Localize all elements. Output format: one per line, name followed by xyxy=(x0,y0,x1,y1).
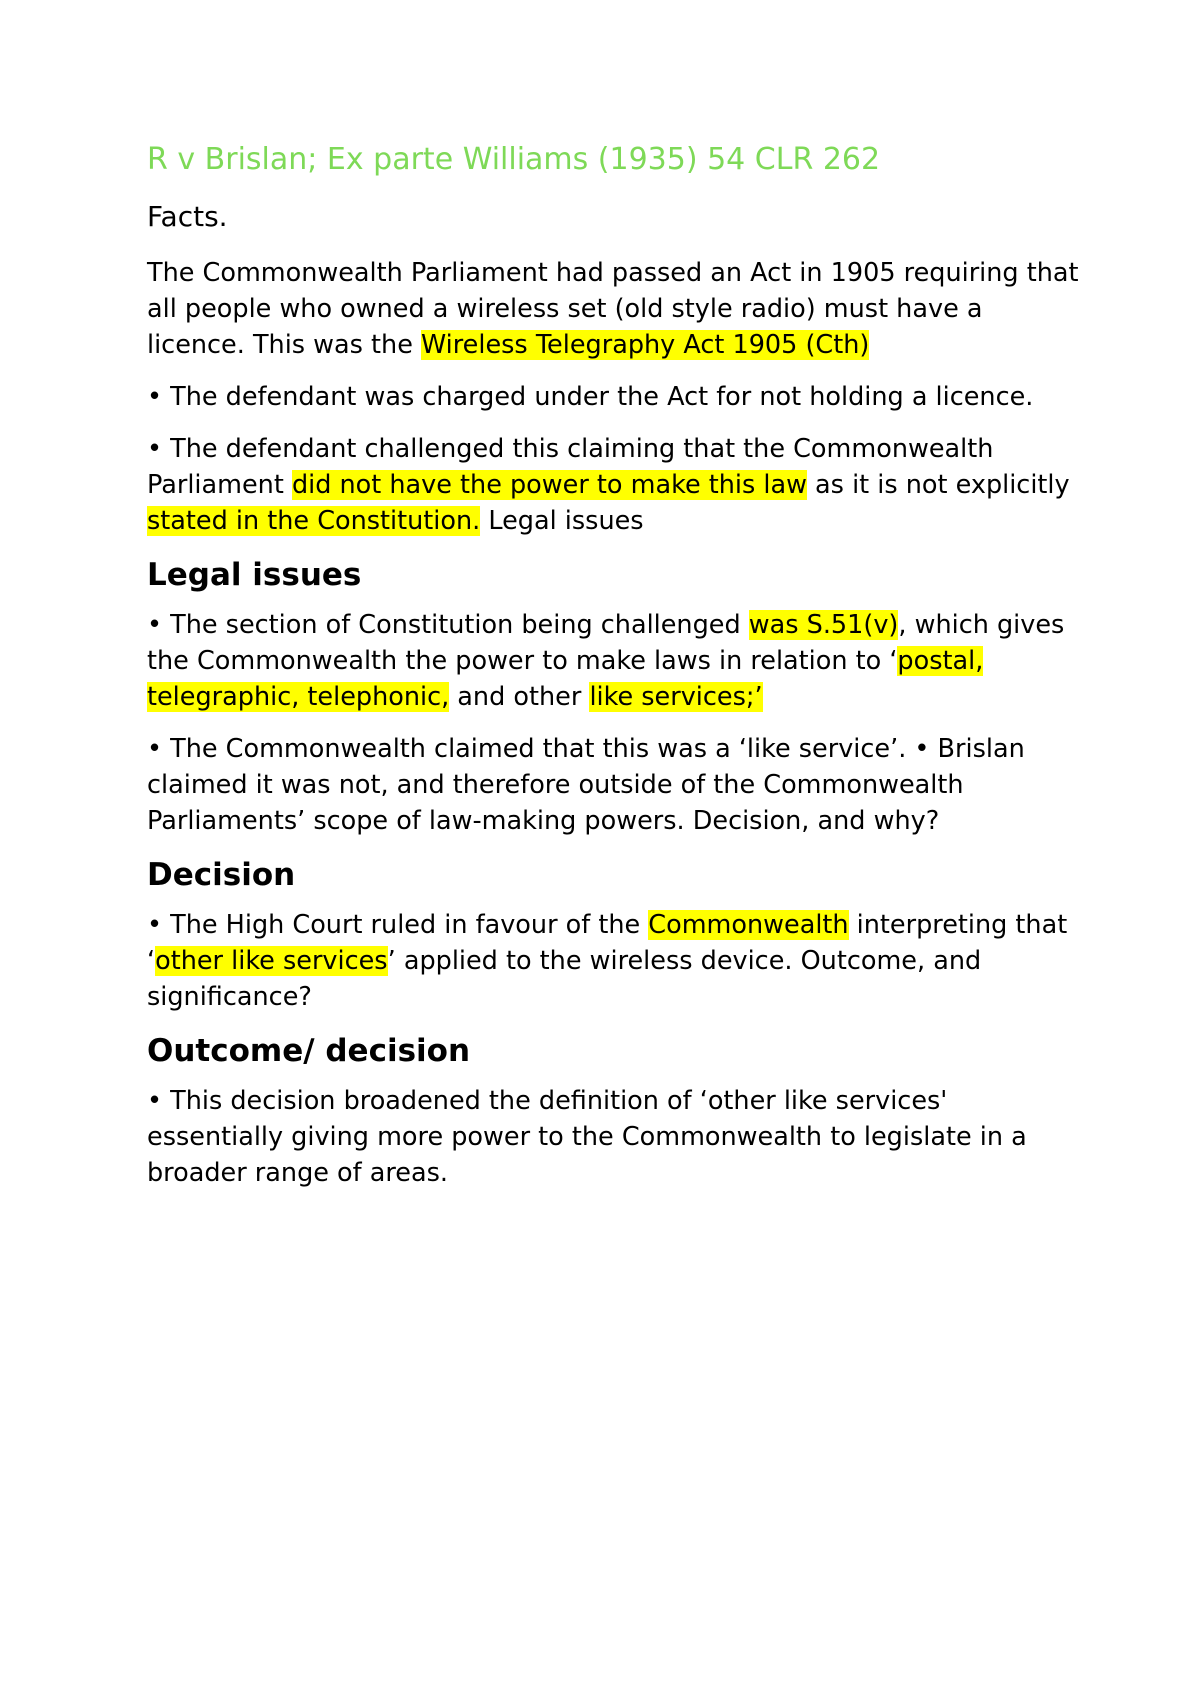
outcome-bullet: • This decision broadened the definition of ‘other like services' essentially giving more power to the Commonwealth to legislate in a broader range of areas. xyxy=(147,1086,1027,1189)
highlight-postal: postal, telegraphic, telephonic, xyxy=(147,646,984,713)
decision-heading: Decision xyxy=(147,857,296,894)
legal-issues-heading: Legal issues xyxy=(147,557,362,594)
highlight-act-name: Wireless Telegraphy Act 1905 (Cth) xyxy=(421,330,870,361)
legal-bullet-section-text-2: , which gives the Commonwealth the power to make laws in relation to ‘ xyxy=(147,610,1065,677)
facts-bullet-challenge-text-2: as it is not explicitly xyxy=(806,470,1070,501)
highlight-s51v: was S.51(v) xyxy=(748,610,899,641)
highlight-no-power: did not have the power to make this law xyxy=(291,470,807,501)
legal-bullet-like-service: • The Commonwealth claimed that this was a ‘like service’. • Brislan claimed it was not, and therefore outside of the Commonwealth Parliaments’ scope of law-making powers. Decision, and why? xyxy=(147,734,1025,837)
highlight-other-like-services: other like services xyxy=(155,946,388,977)
facts-bullet-challenge-text-3: Legal issues xyxy=(480,506,644,537)
decision-bullet-text-3: ’ applied to the wireless device. Outcome, and significance? xyxy=(147,946,982,1013)
highlight-like-services: like services;’ xyxy=(589,682,763,713)
decision-bullet xyxy=(147,907,1082,1015)
decision-bullet-text-2: interpreting that ‘ xyxy=(147,910,1068,977)
facts-bullet-charged: • The defendant was charged under the Act for not holding a licence. xyxy=(147,382,1034,413)
facts-intro-text: The Commonwealth Parliament had passed an Act in 1905 requiring that all people who owned a wireless set (old style radio) must have a licence. This was the xyxy=(147,258,1079,361)
legal-bullet-section xyxy=(147,607,1082,715)
facts-label: Facts. xyxy=(147,200,228,233)
page-title: R v Brislan; Ex parte Williams (1935) 54 CLR 262 xyxy=(147,142,881,177)
document-body xyxy=(147,140,1082,1207)
legal-bullet-section-text-3: and other xyxy=(449,682,590,713)
facts-intro-paragraph xyxy=(147,255,1082,363)
facts-bullet-challenge xyxy=(147,431,1082,539)
decision-bullet-text-1: • The High Court ruled in favour of the xyxy=(147,910,649,941)
outcome-heading: Outcome/ decision xyxy=(147,1033,471,1070)
highlight-constitution: stated in the Constitution. xyxy=(147,506,481,537)
facts-bullet-challenge-text-1: • The defendant challenged this claiming that the Commonwealth Parliament xyxy=(147,434,994,501)
legal-bullet-section-text-1: • The section of Constitution being challenged xyxy=(147,610,749,641)
highlight-commonwealth: Commonwealth xyxy=(648,910,849,941)
